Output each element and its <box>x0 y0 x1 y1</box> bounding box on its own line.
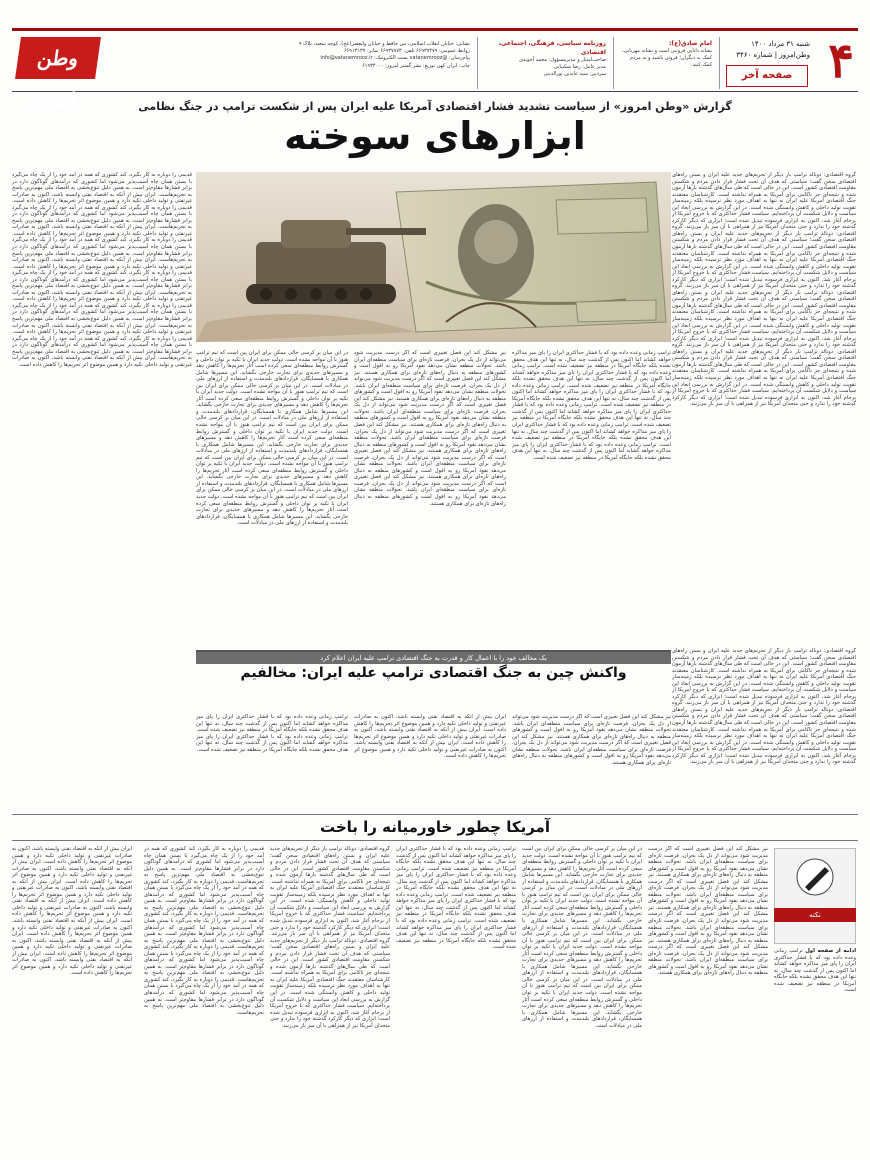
publisher-line: سردبیر: سید عابدین نورالدینی <box>543 71 606 78</box>
second-article-column <box>648 846 768 1148</box>
column-text: ترامپ زمانی وعده داده بود که با فشار حداکثری ایران را پای میز مذاکره خواهد کشاند اما اکنون پس از گذشت چند سال، نه تنها این هدف محقق نشده بلکه جایگاه آمریکا در منطقه نیز تضعیف شده است. <box>512 382 671 409</box>
main-headline: ابزارهای سوخته <box>284 114 586 158</box>
column-text: گروه اقتصادی: دونالد ترامپ بار دیگر از تحریم‌های جدید علیه ایران و بستن راه‌های اقتصادی سخن گفت؛ سیاستی که هدف آن تحت فشار قرار دادن مردم و شکستن مقاومت اقتصادی کشور است. این در حالی است که طی سال‌های گذشته بارها آزمون شده و نتیجه‌ای جز ناکامی برای آمریکا به همراه نداشته است. کارشناسان معتقدند جنگ اقتصادی آمریکا علیه ایران نه تنها به اهداف مورد نظر نرسیده بلکه زمینه‌ساز تقویت تولید داخلی و کاهش وابستگی شده است. در این گزارش به بررسی ابعاد این سیاست و دلایل شکست آن پرداخته‌ایم. سیاست فشار حداکثری که با خروج آمریکا از برجام آغاز شد، اکنون به ابزاری فرسوده تبدیل شده است؛ ابزاری که دیگر کارکرد گذشته خود را ندارد و حتی متحدان آمریکا نیز از همراهی با آن سر باز می‌زنند. <box>672 648 856 707</box>
column-text: ایران بیش از آنکه به اقتصاد نفتی وابسته باشد، اکنون به صادرات غیرنفتی و تولید داخلی تکیه دارد و همین موضوع اثر تحریم‌ها را کاهش داده است. <box>12 289 192 303</box>
article-column-mid <box>354 350 506 642</box>
column-text: ایران بیش از آنکه به اقتصاد نفتی وابسته باشد، اکنون به صادرات غیرنفتی و تولید داخلی تکیه دارد و همین موضوع اثر تحریم‌ها را کاهش داده است. <box>12 191 192 205</box>
page-number: ۴ <box>828 33 854 89</box>
column-text: در این میان بر کرسی خالی ممکن برای ایران بین است که تیم ترامپ هنوز با آن مواجه نشده است. دولت جدید ایران با تکیه بر توان داخلی و گسترش روابط منطقه‌ای سعی کرده است آثار تحریم‌ها را کاهش دهد و مسیرهای جدیدی برای تجارت خارجی بگشاید. این مسیرها شامل همکاری با همسایگان، قراردادهای بلندمدت و استفاده از ارزهای ملی در مبادلات است. <box>522 885 642 938</box>
column-text: نیز مشکل کند این فصل تغییری است که اگر درست مدیریت شود می‌تواند از دل یک بحران، فرصت تازه‌ای برای سیاست منطقه‌ای ایران باشد. تحولات منطقه نشان می‌دهد نفوذ آمریکا رو به افول است و کشورهای منطقه به دنبال راه‌های تازه‌ای برای همکاری هستند. <box>512 714 671 740</box>
column-text: گروه اقتصادی: دونالد ترامپ بار دیگر از تحریم‌های جدید علیه ایران و بستن راه‌های اقتصادی سخن گفت؛ سیاستی که هدف آن تحت فشار قرار دادن مردم و شکستن مقاومت اقتصادی کشور است. این در حالی است که طی سال‌های گذشته بارها آزمون شده و نتیجه‌ای جز ناکامی برای آمریکا به همراه نداشته است. کارشناسان معتقدند جنگ اقتصادی آمریکا علیه ایران نه تنها به اهداف مورد نظر نرسیده بلکه زمینه‌ساز تقویت تولید داخلی و کاهش وابستگی شده است. در این گزارش به بررسی ابعاد این سیاست و دلایل شکست آن پرداخته‌ایم. سیاست فشار حداکثری که با خروج آمریکا از برجام آغاز شد، اکنون به ابزاری فرسوده تبدیل شده است؛ ابزاری که دیگر کارکرد گذشته خود را ندارد و حتی متحدان آمریکا نیز از همراهی با آن سر باز می‌زنند. <box>672 283 856 349</box>
column-text: ایران بیش از آنکه به اقتصاد نفتی وابسته باشد، اکنون به صادرات غیرنفتی و تولید داخلی تکیه دارد و همین موضوع اثر تحریم‌ها را کاهش داده است. <box>12 322 192 336</box>
newspaper-logo: وطن امروز <box>15 37 101 79</box>
column-text: نیز مشکل کند این فصل تغییری است که اگر درست مدیریت شود می‌تواند از دل یک بحران، فرصت تازه‌ای برای سیاست منطقه‌ای ایران باشد. تحولات منطقه نشان می‌دهد نفوذ آمریکا رو به افول است و کشورهای منطقه به دنبال راه‌های تازه‌ای برای همکاری هستند. <box>648 904 768 944</box>
columnist-box <box>774 848 856 944</box>
continued-label: ادامه از صفحه اول <box>805 948 856 954</box>
column-text: ایران بیش از آنکه به اقتصاد نفتی وابسته باشد، اکنون به صادرات غیرنفتی و تولید داخلی تکیه دارد و همین موضوع اثر تحریم‌ها را کاهش داده است. <box>12 257 192 270</box>
sub-story <box>196 650 671 712</box>
paper-description: روزنامه سیاسی، فرهنگی، اجتماعی، اقتصادی <box>498 40 606 56</box>
column-text: قدیمی را دوباره به کار بگیرد، کند کشوری که همه در آمد خود را از یک چاه می‌گیرد با بستن همان چاه آسیب‌پذیر می‌شود اما کشوری که درآمدهای گوناگون دارد در برابر فشارها مقاوم‌تر است. به همین دلیل تنوع‌بخشی به اقتصاد ملی مهم‌ترین پاسخ به تحریم‌هاست. <box>144 911 264 951</box>
column-text: ترامپ زمانی وعده داده بود که با فشار حداکثری ایران را پای میز مذاکره خواهد کشاند اما اکنون پس از گذشت چند سال، نه تنها این هدف محقق نشده بلکه جایگاه آمریکا در منطقه نیز تضعیف شده است. <box>396 846 516 872</box>
column-text: ایران بیش از آنکه به اقتصاد نفتی وابسته باشد، اکنون به صادرات غیرنفتی و تولید داخلی تکیه دارد و همین موضوع اثر تحریم‌ها را کاهش داده است. <box>12 355 192 368</box>
column-text: ترامپ زمانی وعده داده بود که با فشار حداکثری ایران را پای میز مذاکره خواهد کشاند اما اکنون پس از گذشت چند سال، نه تنها این هدف محقق نشده بلکه جایگاه آمریکا در منطقه نیز تضعیف شده است. <box>396 865 516 898</box>
column-text: ترامپ زمانی وعده داده بود که با فشار حداکثری ایران را پای میز مذاکره خواهد کشاند اما اکنون پس از گذشت چند سال، نه تنها این هدف محقق نشده بلکه جایگاه آمریکا در منطقه نیز تضعیف شده است. <box>512 402 671 429</box>
column-text: قدیمی را دوباره به کار بگیرد، کند کشوری که همه در آمد خود را از یک چاه می‌گیرد با بستن همان چاه آسیب‌پذیر می‌شود اما کشوری که درآمدهای گوناگون دارد در برابر فشارها مقاوم‌تر است. به همین دلیل تنوع‌بخشی به اقتصاد ملی مهم‌ترین پاسخ به تحریم‌هاست. <box>12 237 192 264</box>
column-text: نیز مشکل کند این فصل تغییری است که اگر درست مدیریت شود می‌تواند از دل یک بحران، فرصت تازه‌ای برای سیاست منطقه‌ای ایران باشد. تحولات منطقه نشان می‌دهد نفوذ آمریکا رو به افول است و کشورهای منطقه به دنبال راه‌های تازه‌ای برای همکاری هستند. <box>354 350 506 376</box>
date: شنبه ۳۱ مرداد ۱۴۰۰ <box>751 40 810 48</box>
article-column-left <box>12 172 192 814</box>
column-text: نیز مشکل کند این فصل تغییری است که اگر درست مدیریت شود می‌تواند از دل یک بحران، فرصت تازه‌ای برای سیاست منطقه‌ای ایران باشد. تحولات منطقه نشان می‌دهد نفوذ آمریکا رو به افول است و کشورهای منطقه به دنبال راه‌های تازه‌ای برای همکاری هستند. <box>354 448 506 481</box>
sub-story-column <box>196 714 348 814</box>
quote-title: امام صادق(ع): <box>669 40 712 47</box>
column-text: ترامپ زمانی وعده داده بود که با فشار حداکثری ایران را پای میز مذاکره خواهد کشاند اما اکنون پس از گذشت چند سال، نه تنها این هدف محقق نشده بلکه جایگاه آمریکا در منطقه نیز تضعیف شده است. <box>774 948 856 994</box>
sub-story-headline: واکنش چین به جنگ اقتصادی ترامپ علیه ایران: مخالفیم <box>240 665 627 681</box>
headline-kicker: گزارش «وطن امروز» از سیاست تشدید فشار اقتصادی آمریکا علیه ایران پس از شکست ترامپ در جنگ نظامی <box>138 100 732 113</box>
column-text: ایران بیش از آنکه به اقتصاد نفتی وابسته باشد، اکنون به صادرات غیرنفتی و تولید داخلی تکیه دارد و همین موضوع اثر تحریم‌ها را کاهش داده است. <box>12 950 132 977</box>
contact-line: نشانی: خیابان انقلاب اسلامی، بین حافظ و خیابان ولیعصر(عج)، کوچه سعید، پلاک ۹ <box>298 41 470 47</box>
dateline <box>730 39 810 61</box>
column-text: در این میان بر کرسی خالی ممکن برای ایران بین است که تیم ترامپ هنوز با آن مواجه نشده است. دولت جدید ایران با تکیه بر توان داخلی و گسترش روابط منطقه‌ای سعی کرده است آثار تحریم‌ها را کاهش دهد و مسیرهای جدیدی برای تجارت خارجی بگشاید. این مسیرها شامل همکاری با همسایگان، قراردادهای بلندمدت و استفاده از ارزهای ملی در مبادلات است. <box>196 382 348 422</box>
divider <box>719 37 720 89</box>
column-text: نیز مشکل کند این فصل تغییری است که اگر درست مدیریت شود می‌تواند از دل یک بحران، فرصت تازه‌ای برای سیاست منطقه‌ای ایران باشد. تحولات منطقه نشان می‌دهد نفوذ آمریکا رو به افول است و کشورهای منطقه به دنبال راه‌های تازه‌ای برای همکاری هستند. <box>648 937 768 977</box>
publisher-info <box>486 39 606 79</box>
second-article-column <box>522 846 642 1148</box>
column-text: نیز مشکل کند این فصل تغییری است که اگر درست مدیریت شود می‌تواند از دل یک بحران، فرصت تازه‌ای برای سیاست منطقه‌ای ایران باشد. تحولات منطقه نشان می‌دهد نفوذ آمریکا رو به افول است و کشورهای منطقه به دنبال راه‌های تازه‌ای برای همکاری هستند. <box>648 872 768 911</box>
column-text: نیز مشکل کند این فصل تغییری است که اگر درست مدیریت شود می‌تواند از دل یک بحران، فرصت تازه‌ای برای سیاست منطقه‌ای ایران باشد. تحولات منطقه نشان می‌دهد نفوذ آمریکا رو به افول است و کشورهای منطقه به دنبال راه‌های تازه‌ای برای همکاری هستند. <box>354 369 506 402</box>
divider <box>477 37 478 89</box>
column-text: ترامپ زمانی وعده داده بود که با فشار حداکثری ایران را پای میز مذاکره خواهد کشاند اما اکنون پس از گذشت چند سال، نه تنها این هدف محقق نشده بلکه جایگاه آمریکا در منطقه نیز تضعیف شده است. <box>396 918 516 951</box>
column-text: قدیمی را دوباره به کار بگیرد، کند کشوری که همه در آمد خود را از یک چاه می‌گیرد با بستن همان چاه آسیب‌پذیر می‌شود اما کشوری که درآمدهای گوناگون دارد در برابر فشارها مقاوم‌تر است. به همین دلیل تنوع‌بخشی به اقتصاد ملی مهم‌ترین پاسخ به تحریم‌هاست. <box>144 976 264 1016</box>
column-text: ایران بیش از آنکه به اقتصاد نفتی وابسته باشد، اکنون به صادرات غیرنفتی و تولید داخلی تکیه دارد و همین موضوع اثر تحریم‌ها را کاهش داده است. <box>12 898 132 925</box>
column-text: ایران بیش از آنکه به اقتصاد نفتی وابسته باشد، اکنون به صادرات غیرنفتی و تولید داخلی تکیه دارد و همین موضوع اثر تحریم‌ها را کاهش داده است. <box>354 727 506 747</box>
second-article-column <box>774 948 856 1148</box>
column-text: گروه اقتصادی: دونالد ترامپ بار دیگر از تحریم‌های جدید علیه ایران و بستن راه‌های اقتصادی سخن گفت؛ سیاستی که هدف آن تحت فشار قرار دادن مردم و شکستن مقاومت اقتصادی کشور است. این در حالی است که طی سال‌های گذشته بارها آزمون شده و نتیجه‌ای جز ناکامی برای آمریکا به همراه نداشته است. کارشناسان معتقدند جنگ اقتصادی آمریکا علیه ایران نه تنها به اهداف مورد نظر نرسیده بلکه زمینه‌ساز تقویت تولید داخلی و کاهش وابستگی شده است. در این گزارش به بررسی ابعاد این سیاست و دلایل شکست آن پرداخته‌ایم. سیاست فشار حداکثری که با خروج آمریکا از برجام آغاز شد، اکنون به ابزاری فرسوده تبدیل شده است؛ ابزاری که دیگر کارکرد گذشته خود را ندارد و حتی متحدان آمریکا نیز از همراهی با آن سر باز می‌زنند. <box>672 342 856 408</box>
column-text: گروه اقتصادی: دونالد ترامپ بار دیگر از تحریم‌های جدید علیه ایران و بستن راه‌های اقتصادی سخن گفت؛ سیاستی که هدف آن تحت فشار قرار دادن مردم و شکستن مقاومت اقتصادی کشور است. این در حالی است که طی سال‌های گذشته بارها آزمون شده و نتیجه‌ای جز ناکامی برای آمریکا به همراه نداشته است. کارشناسان معتقدند جنگ اقتصادی آمریکا علیه ایران نه تنها به اهداف مورد نظر نرسیده بلکه زمینه‌ساز تقویت تولید داخلی و کاهش وابستگی شده است. در این گزارش به بررسی ابعاد این سیاست و دلایل شکست آن پرداخته‌ایم. سیاست فشار حداکثری که با خروج آمریکا از برجام آغاز شد، اکنون به ابزاری فرسوده تبدیل شده است؛ ابزاری که دیگر کارکرد گذشته خود را ندارد و حتی متحدان آمریکا نیز از همراهی با آن سر باز می‌زنند. <box>672 700 856 766</box>
column-text: ترامپ زمانی وعده داده بود که با فشار حداکثری ایران را پای میز مذاکره خواهد کشاند اما اکنون پس از گذشت چند سال، نه تنها این هدف محقق نشده بلکه جایگاه آمریکا در منطقه نیز تضعیف شده است. <box>512 350 671 370</box>
column-text: در این میان بر کرسی خالی ممکن برای ایران بین است که تیم ترامپ هنوز با آن مواجه نشده است. دولت جدید ایران با تکیه بر توان داخلی و گسترش روابط منطقه‌ای سعی کرده است آثار تحریم‌ها را کاهش دهد و مسیرهای جدیدی برای تجارت خارجی بگشاید. این مسیرها شامل همکاری با همسایگان، قراردادهای بلندمدت و استفاده از ارزهای ملی در مبادلات است. <box>196 454 348 494</box>
column-text: در این میان بر کرسی خالی ممکن برای ایران بین است که تیم ترامپ هنوز با آن مواجه نشده است. دولت جدید ایران با تکیه بر توان داخلی و گسترش روابط منطقه‌ای سعی کرده است آثار تحریم‌ها را کاهش دهد و مسیرهای جدیدی برای تجارت خارجی بگشاید. این مسیرها شامل همکاری با همسایگان، قراردادهای بلندمدت و استفاده از ارزهای ملی در مبادلات است. <box>196 350 348 389</box>
divider <box>613 37 614 89</box>
sub-story-column <box>354 714 506 814</box>
tank-on-dollar-illustration <box>196 172 671 342</box>
section-divider <box>12 814 858 815</box>
column-text: ترامپ زمانی وعده داده بود که با فشار حداکثری ایران را پای میز مذاکره خواهد کشاند اما اکنون پس از گذشت چند سال، نه تنها این هدف محقق نشده بلکه جایگاه آمریکا در منطقه نیز تضعیف شده است. <box>196 733 348 753</box>
column-text: ایران بیش از آنکه به اقتصاد نفتی وابسته باشد، اکنون به صادرات غیرنفتی و تولید داخلی تکیه دارد و همین موضوع اثر تحریم‌ها را کاهش داده است. <box>12 846 132 866</box>
column-text: گروه اقتصادی: دونالد ترامپ بار دیگر از تحریم‌های جدید علیه ایران و بستن راه‌های اقتصادی سخن گفت؛ سیاستی که هدف آن تحت فشار قرار دادن مردم و شکستن مقاومت اقتصادی کشور است. این در حالی است که طی سال‌های گذشته بارها آزمون شده و نتیجه‌ای جز ناکامی برای آمریکا به همراه نداشته است. کارشناسان معتقدند جنگ اقتصادی آمریکا علیه ایران نه تنها به اهداف مورد نظر نرسیده بلکه زمینه‌ساز تقویت تولید داخلی و کاهش وابستگی شده است. در این گزارش به بررسی ابعاد این سیاست و دلایل شکست آن پرداخته‌ایم. سیاست فشار حداکثری که با خروج آمریکا از برجام آغاز شد، اکنون به ابزاری فرسوده تبدیل شده است؛ ابزاری که دیگر کارکرد گذشته خود را ندارد و حتی متحدان آمریکا نیز از همراهی با آن سر باز می‌زنند. <box>270 937 390 1029</box>
column-text: ایران بیش از آنکه به اقتصاد نفتی وابسته باشد، اکنون به صادرات غیرنفتی و تولید داخلی تکیه دارد و همین موضوع اثر تحریم‌ها را کاهش داده است. <box>354 740 506 760</box>
article-column-right-lower <box>672 648 856 812</box>
columnist-tag: نکته <box>774 908 856 922</box>
article-photo <box>196 172 671 342</box>
contact-line: پیام‌رسان: @vatanemrooz پست الکترونیک: info@vatanemrooz.ir <box>320 55 470 62</box>
column-text: ترامپ زمانی وعده داده بود که با فشار حداکثری ایران را پای میز مذاکره خواهد کشاند اما اکنون پس از گذشت چند سال، نه تنها این هدف محقق نشده بلکه جایگاه آمریکا در منطقه نیز تضعیف شده است. <box>512 363 671 389</box>
article-column-right <box>672 172 856 642</box>
column-text: نیز مشکل کند این فصل تغییری است که اگر درست مدیریت شود می‌تواند از دل یک بحران، فرصت تازه‌ای برای سیاست منطقه‌ای ایران باشد. تحولات منطقه نشان می‌دهد نفوذ آمریکا رو به افول است و کشورهای منطقه به دنبال راه‌های تازه‌ای برای همکاری هستند. <box>354 422 506 455</box>
column-text: نیز مشکل کند این فصل تغییری است که اگر درست مدیریت شود می‌تواند از دل یک بحران، فرصت تازه‌ای برای سیاست منطقه‌ای ایران باشد. تحولات منطقه نشان می‌دهد نفوذ آمریکا رو به افول است و کشورهای منطقه به دنبال راه‌های تازه‌ای برای همکاری هستند. <box>354 474 506 507</box>
column-text: ایران بیش از آنکه به اقتصاد نفتی وابسته باشد، اکنون به صادرات غیرنفتی و تولید داخلی تکیه دارد و همین موضوع اثر تحریم‌ها را کاهش داده است. <box>12 224 192 237</box>
article-column-mid-right <box>512 350 671 642</box>
column-text: ایران بیش از آنکه به اقتصاد نفتی وابسته باشد، اکنون به صادرات غیرنفتی و تولید داخلی تکیه دارد و همین موضوع اثر تحریم‌ها را کاهش داده است. <box>12 859 132 885</box>
second-article-column <box>144 846 264 1148</box>
column-text: ایران بیش از آنکه به اقتصاد نفتی وابسته باشد، اکنون به صادرات غیرنفتی و تولید داخلی تکیه دارد و همین موضوع اثر تحریم‌ها را کاهش داده است. <box>354 714 506 734</box>
column-text: در این میان بر کرسی خالی ممکن برای ایران بین است که تیم ترامپ هنوز با آن مواجه نشده است. دولت جدید ایران با تکیه بر توان داخلی و گسترش روابط منطقه‌ای سعی کرده است آثار تحریم‌ها را کاهش دهد و مسیرهای جدیدی برای تجارت خارجی بگشاید. این مسیرها شامل همکاری با همسایگان، قراردادهای بلندمدت و استفاده از ارزهای ملی در مبادلات است. <box>522 976 642 1029</box>
column-text: قدیمی را دوباره به کار بگیرد، کند کشوری که همه در آمد خود را از یک چاه می‌گیرد با بستن همان چاه آسیب‌پذیر می‌شود اما کشوری که درآمدهای گوناگون دارد در برابر فشارها مقاوم‌تر است. به همین دلیل تنوع‌بخشی به اقتصاد ملی مهم‌ترین پاسخ به تحریم‌هاست. <box>12 302 192 329</box>
column-text: در این میان بر کرسی خالی ممکن برای ایران بین است که تیم ترامپ هنوز با آن مواجه نشده است. دولت جدید ایران با تکیه بر توان داخلی و گسترش روابط منطقه‌ای سعی کرده است آثار تحریم‌ها را کاهش دهد و مسیرهای جدیدی برای تجارت خارجی بگشاید. این مسیرها شامل همکاری با همسایگان، قراردادهای بلندمدت و استفاده از ارزهای ملی در مبادلات است. <box>522 846 642 892</box>
column-text: قدیمی را دوباره به کار بگیرد، کند کشوری که همه در آمد خود را از یک چاه می‌گیرد با بستن همان چاه آسیب‌پذیر می‌شود اما کشوری که درآمدهای گوناگون دارد در برابر فشارها مقاوم‌تر است. به همین دلیل تنوع‌بخشی به اقتصاد ملی مهم‌ترین پاسخ به تحریم‌هاست. <box>12 335 192 362</box>
column-text: نیز مشکل کند این فصل تغییری است که اگر درست مدیریت شود می‌تواند از دل یک بحران، فرصت تازه‌ای برای سیاست منطقه‌ای ایران باشد. تحولات منطقه نشان می‌دهد نفوذ آمریکا رو به افول است و کشورهای منطقه به دنبال راه‌های تازه‌ای برای همکاری هستند. <box>512 733 671 766</box>
column-text: ایران بیش از آنکه به اقتصاد نفتی وابسته باشد، اکنون به صادرات غیرنفتی و تولید داخلی تکیه دارد و همین موضوع اثر تحریم‌ها را کاهش داده است. <box>12 918 132 938</box>
issue-number: وطن‌امروز | شماره ۳۴۶۰ <box>736 51 810 59</box>
column-text: ایران بیش از آنکه به اقتصاد نفتی وابسته باشد، اکنون به صادرات غیرنفتی و تولید داخلی تکیه دارد و همین موضوع اثر تحریم‌ها را کاهش داده است. <box>12 878 132 905</box>
section-divider <box>12 840 858 841</box>
column-text: ترامپ زمانی وعده داده بود که با فشار حداکثری ایران را پای میز مذاکره خواهد کشاند اما اکنون پس از گذشت چند سال، نه تنها این هدف محقق نشده بلکه جایگاه آمریکا در منطقه نیز تضعیف شده است. <box>396 891 516 925</box>
column-text: قدیمی را دوباره به کار بگیرد، کند کشوری که همه در آمد خود را از یک چاه می‌گیرد با بستن همان چاه آسیب‌پذیر می‌شود اما کشوری که درآمدهای گوناگون دارد در برابر فشارها مقاوم‌تر است. به همین دلیل تنوع‌بخشی به اقتصاد ملی مهم‌ترین پاسخ به تحریم‌هاست. <box>144 878 264 918</box>
column-text: در این میان بر کرسی خالی ممکن برای ایران بین است که تیم ترامپ هنوز با آن مواجه نشده است. دولت جدید ایران با تکیه بر توان داخلی و گسترش روابط منطقه‌ای سعی کرده است آثار تحریم‌ها را کاهش دهد و مسیرهای جدیدی برای تجارت خارجی بگشاید. این مسیرها شامل همکاری با همسایگان، قراردادهای بلندمدت و استفاده از ارزهای ملی در مبادلات است. <box>196 487 348 527</box>
sub-story-kicker: یک مخالف خود را با اعمال کار و قدرت به جنگ اقتصادی ترامپ علیه ایران اعلام کرد <box>196 652 671 664</box>
column-text: قدیمی را دوباره به کار بگیرد، کند کشوری که همه در آمد خود را از یک چاه می‌گیرد با بستن همان چاه آسیب‌پذیر می‌شود اما کشوری که درآمدهای گوناگون دارد در برابر فشارها مقاوم‌تر است. به همین دلیل تنوع‌بخشی به اقتصاد ملی مهم‌ترین پاسخ به تحریم‌هاست. <box>12 270 192 296</box>
column-text: گروه اقتصادی: دونالد ترامپ بار دیگر از تحریم‌های جدید علیه ایران و بستن راه‌های اقتصادی سخن گفت؛ سیاستی که هدف آن تحت فشار قرار دادن مردم و شکستن مقاومت اقتصادی کشور است. این در حالی است که طی سال‌های گذشته بارها آزمون شده و نتیجه‌ای جز ناکامی برای آمریکا به همراه نداشته است. کارشناسان معتقدند جنگ اقتصادی آمریکا علیه ایران نه تنها به اهداف مورد نظر نرسیده بلکه زمینه‌ساز تقویت تولید داخلی و کاهش وابستگی شده است. در این گزارش به بررسی ابعاد این سیاست و دلایل شکست آن پرداخته‌ایم. سیاست فشار حداکثری که با خروج آمریکا از برجام آغاز شد، اکنون به ابزاری فرسوده تبدیل شده است؛ ابزاری که دیگر کارکرد گذشته خود را ندارد و حتی متحدان آمریکا نیز از همراهی با آن سر باز می‌زنند. <box>270 846 390 938</box>
second-article-title: آمریکا چطور خاورمیانه را باخت <box>319 818 550 836</box>
column-text: در این میان بر کرسی خالی ممکن برای ایران بین است که تیم ترامپ هنوز با آن مواجه نشده است. دولت جدید ایران با تکیه بر توان داخلی و گسترش روابط منطقه‌ای سعی کرده است آثار تحریم‌ها را کاهش دهد و مسیرهای جدیدی برای تجارت خارجی بگشاید. این مسیرها شامل همکاری با همسایگان، قراردادهای بلندمدت و استفاده از ارزهای ملی در مبادلات است. <box>522 931 642 983</box>
article-column-mid-left <box>196 350 348 642</box>
column-text: ترامپ زمانی وعده داده بود که با فشار حداکثری ایران را پای میز مذاکره خواهد کشاند اما اکنون پس از گذشت چند سال، نه تنها این هدف محقق نشده بلکه جایگاه آمریکا در منطقه نیز تضعیف شده است. <box>196 714 348 734</box>
section-label: صفحه آخر <box>726 65 808 87</box>
second-article-column <box>270 846 390 1148</box>
column-text: در این میان بر کرسی خالی ممکن برای ایران بین است که تیم ترامپ هنوز با آن مواجه نشده است. دولت جدید ایران با تکیه بر توان داخلی و گسترش روابط منطقه‌ای سعی کرده است آثار تحریم‌ها را کاهش دهد و مسیرهای جدیدی برای تجارت خارجی بگشاید. این مسیرها شامل همکاری با همسایگان، قراردادهای بلندمدت و استفاده از ارزهای ملی در مبادلات است. <box>196 415 348 461</box>
column-text: ایران بیش از آنکه به اقتصاد نفتی وابسته باشد، اکنون به صادرات غیرنفتی و تولید داخلی تکیه دارد و همین موضوع اثر تحریم‌ها را کاهش داده است. <box>12 931 132 957</box>
editorial-quote <box>622 39 712 70</box>
column-text: گروه اقتصادی: دونالد ترامپ بار دیگر از تحریم‌های جدید علیه ایران و بستن راه‌های اقتصادی سخن گفت؛ سیاستی که هدف آن تحت فشار قرار دادن مردم و شکستن مقاومت اقتصادی کشور است. این در حالی است که طی سال‌های گذشته بارها آزمون شده و نتیجه‌ای جز ناکامی برای آمریکا به همراه نداشته است. کارشناسان معتقدند جنگ اقتصادی آمریکا علیه ایران نه تنها به اهداف مورد نظر نرسیده بلکه زمینه‌ساز تقویت تولید داخلی و کاهش وابستگی شده است. در این گزارش به بررسی ابعاد این سیاست و دلایل شکست آن پرداخته‌ایم. سیاست فشار حداکثری که با خروج آمریکا از برجام آغاز شد، اکنون به ابزاری فرسوده تبدیل شده است؛ ابزاری که دیگر کارکرد گذشته خود را ندارد و حتی متحدان آمریکا نیز از همراهی با آن سر باز می‌زنند. <box>672 224 856 290</box>
contact-line: روابط عمومی: ۶۶۹۳۷۴۷۹ تلفن: ۶۶۹۳۷۸۷۳ نمابر: ۶۶۹۱۳۱۳۷ <box>343 48 470 55</box>
column-text: قدیمی را دوباره به کار بگیرد، کند کشوری که همه در آمد خود را از یک چاه می‌گیرد با بستن همان چاه آسیب‌پذیر می‌شود اما کشوری که درآمدهای گوناگون دارد در برابر فشارها مقاوم‌تر است. به همین دلیل تنوع‌بخشی به اقتصاد ملی مهم‌ترین پاسخ به تحریم‌هاست. <box>12 172 192 198</box>
column-text: نیز مشکل کند این فصل تغییری است که اگر درست مدیریت شود می‌تواند از دل یک بحران، فرصت تازه‌ای برای سیاست منطقه‌ای ایران باشد. تحولات منطقه نشان می‌دهد نفوذ آمریکا رو به افول است و کشورهای منطقه به دنبال راه‌های تازه‌ای برای همکاری هستند. <box>648 846 768 879</box>
second-article-column <box>396 846 516 1148</box>
column-text: قدیمی را دوباره به کار بگیرد، کند کشوری که همه در آمد خود را از یک چاه می‌گیرد با بستن همان چاه آسیب‌پذیر می‌شود اما کشوری که درآمدهای گوناگون دارد در برابر فشارها مقاوم‌تر است. به همین دلیل تنوع‌بخشی به اقتصاد ملی مهم‌ترین پاسخ به تحریم‌هاست. <box>12 204 192 231</box>
second-article-column <box>12 846 132 1148</box>
contact-info <box>220 41 470 70</box>
column-text: گروه اقتصادی: دونالد ترامپ بار دیگر از تحریم‌های جدید علیه ایران و بستن راه‌های اقتصادی سخن گفت؛ سیاستی که هدف آن تحت فشار قرار دادن مردم و شکستن مقاومت اقتصادی کشور است. این در حالی است که طی سال‌های گذشته بارها آزمون شده و نتیجه‌ای جز ناکامی برای آمریکا به همراه نداشته است. کارشناسان معتقدند جنگ اقتصادی آمریکا علیه ایران نه تنها به اهداف مورد نظر نرسیده بلکه زمینه‌ساز تقویت تولید داخلی و کاهش وابستگی شده است. در این گزارش به بررسی ابعاد این سیاست و دلایل شکست آن پرداخته‌ایم. سیاست فشار حداکثری که با خروج آمریکا از برجام آغاز شد، اکنون به ابزاری فرسوده تبدیل شده است؛ ابزاری که دیگر کارکرد گذشته خود را ندارد و حتی متحدان آمریکا نیز از همراهی با آن سر باز می‌زنند. <box>672 172 856 231</box>
column-text: ترامپ زمانی وعده داده بود که با فشار حداکثری ایران را پای میز مذاکره خواهد کشاند اما اکنون پس از گذشت چند سال، نه تنها این هدف محقق نشده بلکه جایگاه آمریکا در منطقه نیز تضعیف شده است. <box>512 422 671 448</box>
quote-text: نشانه دانایی فروتنی است و نشانه مهربانی، کمک به دیگران؛ فروتن باشید و به مردم کمک کنید. <box>622 48 712 69</box>
column-text: ترامپ زمانی وعده داده بود که با فشار حداکثری ایران را پای میز مذاکره خواهد کشاند اما اکنون پس از گذشت چند سال، نه تنها این هدف محقق نشده بلکه جایگاه آمریکا در منطقه نیز تضعیف شده است. <box>512 441 671 461</box>
column-text: قدیمی را دوباره به کار بگیرد، کند کشوری که همه در آمد خود را از یک چاه می‌گیرد با بستن همان چاه آسیب‌پذیر می‌شود اما کشوری که درآمدهای گوناگون دارد در برابر فشارها مقاوم‌تر است. به همین دلیل تنوع‌بخشی به اقتصاد ملی مهم‌ترین پاسخ به تحریم‌هاست. <box>144 846 264 885</box>
pen-icon <box>775 849 855 905</box>
column-text: نیز مشکل کند این فصل تغییری است که اگر درست مدیریت شود می‌تواند از دل یک بحران، فرصت تازه‌ای برای سیاست منطقه‌ای ایران باشد. تحولات منطقه نشان می‌دهد نفوذ آمریکا رو به افول است و کشورهای منطقه به دنبال راه‌های تازه‌ای برای همکاری هستند. <box>354 395 506 429</box>
sub-story-column <box>512 714 671 814</box>
publisher-line: صاحب‌امتیاز و مدیرمسؤول: محمد آخوندی <box>519 57 606 63</box>
column-text: قدیمی را دوباره به کار بگیرد، کند کشوری که همه در آمد خود را از یک چاه می‌گیرد با بستن همان چاه آسیب‌پذیر می‌شود اما کشوری که درآمدهای گوناگون دارد در برابر فشارها مقاوم‌تر است. به همین دلیل تنوع‌بخشی به اقتصاد ملی مهم‌ترین پاسخ به تحریم‌هاست. <box>144 944 264 983</box>
publisher-line: مدیر عامل: رضا شکیبایی <box>553 64 606 71</box>
contact-line: چاپ: ایران کهن توزیع: نشر گستر امروز: ۶۱۹۳۴۰۰۰ <box>362 62 470 69</box>
